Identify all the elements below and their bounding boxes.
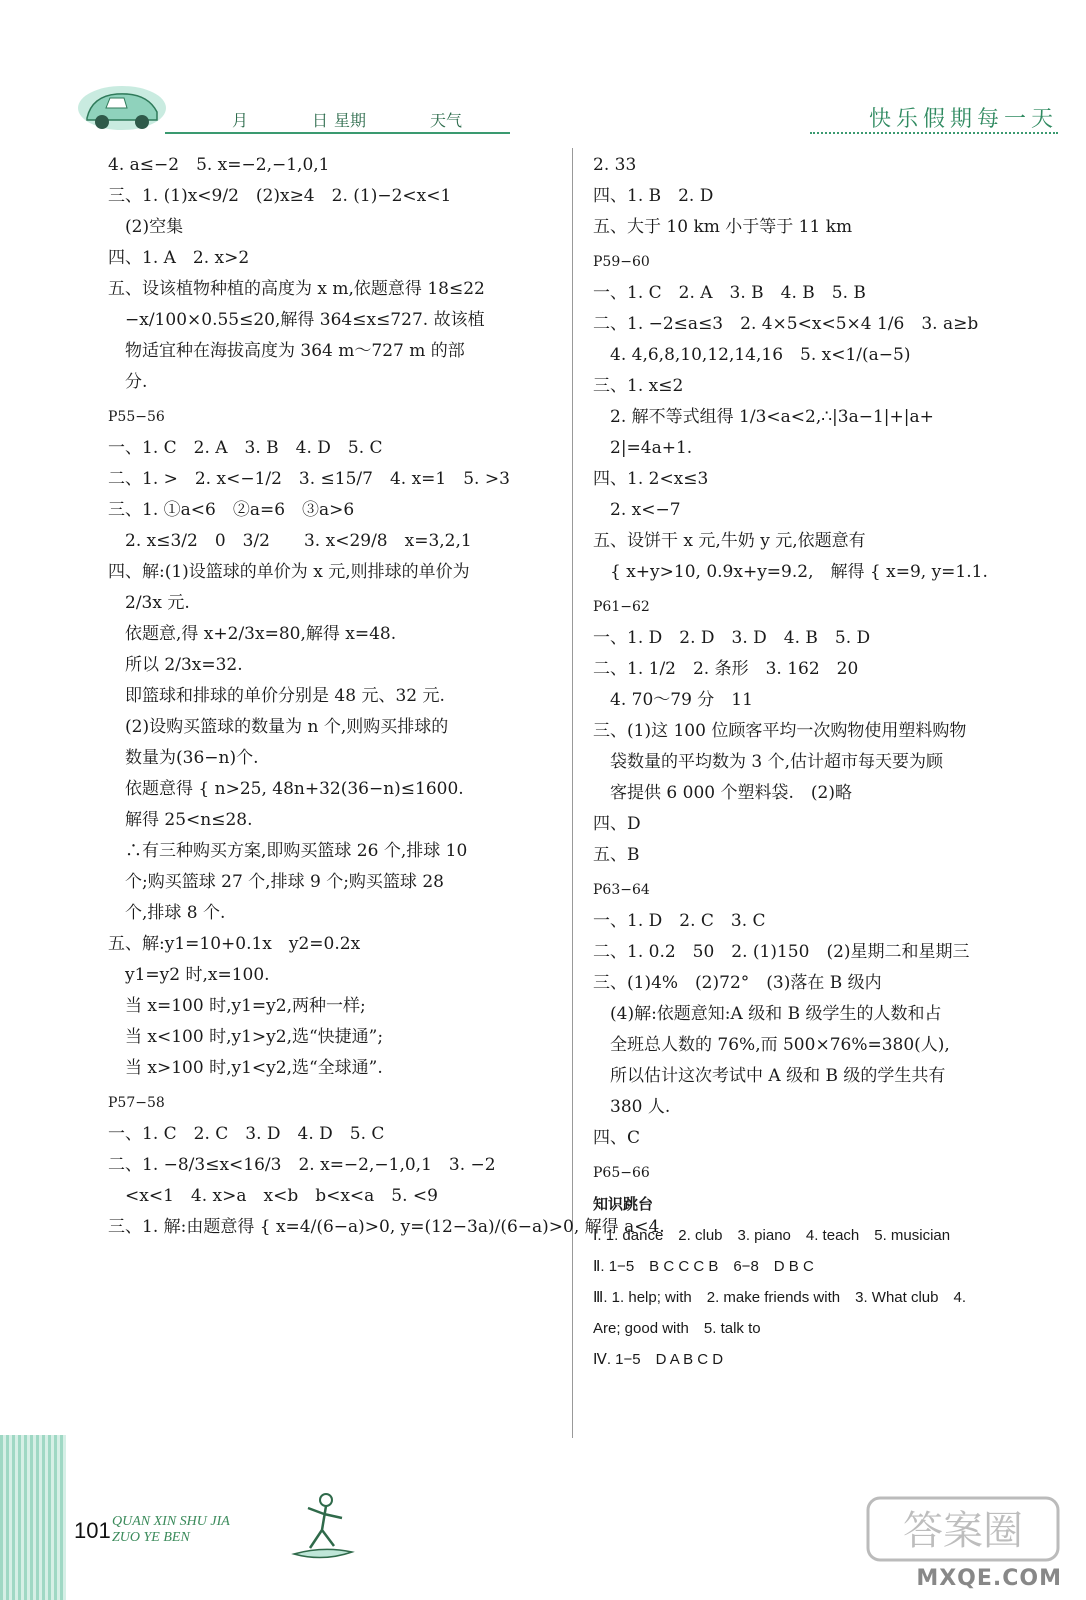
answer-line: 所以估计这次考试中 A 级和 B 级的学生共有 <box>593 1066 946 1086</box>
page-range-heading: P57−58 <box>108 1095 165 1111</box>
answer-line: 4. 4,6,8,10,12,14,16 5. x<1/(a−5) <box>593 345 911 365</box>
answer-line: 一、1. C 2. C 3. D 4. D 5. C <box>108 1124 385 1144</box>
answer-line: Ⅳ. 1−5 D A B C D <box>593 1351 724 1368</box>
answer-line: 五、设饼干 x 元,牛奶 y 元,依题意有 <box>593 531 866 551</box>
page-range-heading: P63−64 <box>593 882 650 898</box>
answer-line: 数量为(36−n)个. <box>108 748 259 768</box>
answer-line: 当 x<100 时,y1>y2,选“快捷通”; <box>108 1027 384 1047</box>
answer-line: Are; good with 5. talk to <box>593 1320 761 1337</box>
answer-line: 一、1. C 2. A 3. B 4. D 5. C <box>108 438 383 458</box>
right-column <box>593 150 1053 1375</box>
header-rule <box>165 132 510 134</box>
answer-line: (2)空集 <box>108 217 184 237</box>
answer-line: 全班总人数的 76%,而 500×76%=380(人), <box>593 1035 950 1055</box>
series-name <box>112 1514 230 1546</box>
surfer-illustration-icon <box>288 1488 358 1568</box>
answer-line: 当 x=100 时,y1=y2,两种一样; <box>108 996 366 1016</box>
answer-line: 四、D <box>593 814 641 834</box>
answer-line: 2|=4a+1. <box>593 438 693 458</box>
answer-line: 四、解:(1)设篮球的单价为 x 元,则排球的单价为 <box>108 562 470 582</box>
answer-line: Ⅰ. 1. dance 2. club 3. piano 4. teach 5. musician <box>593 1227 951 1244</box>
weather-label: 天气 <box>430 111 463 130</box>
side-decoration-strip <box>0 1435 66 1600</box>
answer-line: 三、1. 解:由题意得 { x=4/(6−a)>0, y=(12−3a)/(6−a)>0, 解得 a<4. <box>108 1217 665 1237</box>
answer-line: 4. a≤−2 5. x=−2,−1,0,1 <box>108 155 330 175</box>
section-heading: 知识跳台 <box>593 1195 654 1213</box>
answer-line: 五、大于 10 km 小于等于 11 km <box>593 217 853 237</box>
answer-line: 2. 33 <box>593 155 637 175</box>
answer-line: 二、1. 0.2 50 2. (1)150 (2)星期二和星期三 <box>593 942 970 962</box>
answer-line: 一、1. C 2. A 3. B 4. B 5. B <box>593 283 866 303</box>
header-slogan: 快乐假期每一天 <box>868 107 1058 132</box>
answer-line: 一、1. D 2. C 3. C <box>593 911 766 931</box>
answer-line: 即篮球和排球的单价分别是 48 元、32 元. <box>108 686 445 706</box>
answer-line: 四、1. B 2. D <box>593 186 714 206</box>
answer-line: Ⅲ. 1. help; with 2. make friends with 3. What club 4. <box>593 1289 966 1306</box>
page-number: 101 <box>74 1518 111 1543</box>
svg-text:答案圈: 答案圈 <box>903 1508 1023 1554</box>
answer-line: 三、1. ①a<6 ②a=6 ③a>6 <box>108 500 355 520</box>
answer-line: 分. <box>108 372 148 392</box>
answer-line: 依题意得 { n>25, 48n+32(36−n)≤1600. <box>108 779 464 799</box>
answer-line: 所以 2/3x=32. <box>108 655 243 675</box>
answer-line: 四、C <box>593 1128 641 1148</box>
answer-line: 物适宜种在海拔高度为 364 m～727 m 的部 <box>108 341 465 361</box>
page-range-heading: P65−66 <box>593 1165 650 1181</box>
answer-line: 个;购买篮球 27 个,排球 9 个;购买篮球 28 <box>108 872 444 892</box>
answer-line: 个,排球 8 个. <box>108 903 226 923</box>
month-label: 月 <box>232 111 249 130</box>
weekday-label: 星期 <box>334 111 367 130</box>
slogan-rule <box>810 132 1058 134</box>
answer-line: ∴有三种购买方案,即购买篮球 26 个,排球 10 <box>108 841 468 861</box>
answer-line: 二、1. > 2. x<−1/2 3. ≤15/7 4. x=1 5. >3 <box>108 469 510 489</box>
answer-line: (4)解:依题意知:A 级和 B 级学生的人数和占 <box>593 1004 942 1024</box>
answer-line: 五、B <box>593 845 640 865</box>
answer-line: 四、1. A 2. x>2 <box>108 248 250 268</box>
page-range-heading: P59−60 <box>593 254 650 270</box>
answer-line: 2. x<−7 <box>593 500 681 520</box>
page-range-heading: P55−56 <box>108 409 165 425</box>
answer-line: Ⅱ. 1−5 B C C C B 6−8 D B C <box>593 1258 814 1275</box>
answer-line: 一、1. D 2. D 3. D 4. B 5. D <box>593 628 871 648</box>
day-label: 日 <box>312 111 329 130</box>
answer-line: 2/3x 元. <box>108 593 190 613</box>
answer-line: 380 人. <box>593 1097 671 1117</box>
answer-line: 二、1. −2≤a≤3 2. 4×5<x<5×4 1/6 3. a≥b <box>593 314 979 334</box>
page-range-heading: P61−62 <box>593 599 650 615</box>
answer-line: y1=y2 时,x=100. <box>108 965 270 985</box>
answer-line: 三、1. x≤2 <box>593 376 684 396</box>
answer-line: 五、设该植物种植的高度为 x m,依题意得 18≤22 <box>108 279 485 299</box>
answer-line: 客提供 6 000 个塑料袋. (2)略 <box>593 783 852 803</box>
answer-line: 袋数量的平均数为 3 个,估计超市每天要为顾 <box>593 752 944 772</box>
car-cloud-decoration-icon <box>72 78 167 136</box>
watermark-site: MXQE.COM <box>916 1566 1062 1591</box>
series-name-line: QUAN XIN SHU JIA <box>112 1514 230 1529</box>
answer-line: 4. 70～79 分 11 <box>593 690 753 710</box>
answer-line: 五、解:y1=10+0.1x y2=0.2x <box>108 934 361 954</box>
answer-line: (2)设购买篮球的数量为 n 个,则购买排球的 <box>108 717 449 737</box>
answer-line: 二、1. −8/3≤x<16/3 2. x=−2,−1,0,1 3. −2 <box>108 1155 496 1175</box>
answer-line: 二、1. 1/2 2. 条形 3. 162 20 <box>593 659 859 679</box>
series-name-line: ZUO YE BEN <box>112 1530 190 1545</box>
answer-line: 四、1. 2<x≤3 <box>593 469 709 489</box>
answer-line: 2. x≤3/2 0 3/2 3. x<29/8 x=3,2,1 <box>108 531 472 551</box>
answer-line: { x+y>10, 0.9x+y=9.2, 解得 { x=9, y=1.1. <box>593 562 988 582</box>
answer-line: −x/100×0.55≤20,解得 364≤x≤727. 故该植 <box>108 310 485 330</box>
answer-line: 解得 25<n≤28. <box>108 810 253 830</box>
answer-line: 当 x>100 时,y1<y2,选“全球通”. <box>108 1058 383 1078</box>
column-divider <box>572 148 573 1438</box>
answer-line: 三、(1)这 100 位顾客平均一次购物使用塑料购物 <box>593 721 967 741</box>
answer-line: 依题意,得 x+2/3x=80,解得 x=48. <box>108 624 397 644</box>
answer-line: <x<1 4. x>a x<b b<x<a 5. <9 <box>108 1186 438 1206</box>
answer-line: 三、(1)4% (2)72° (3)落在 B 级内 <box>593 973 882 993</box>
answer-line: 2. 解不等式组得 1/3<a<2,∴|3a−1|+|a+ <box>593 407 934 427</box>
answer-line: 三、1. (1)x<9/2 (2)x≥4 2. (1)−2<x<1 <box>108 186 452 206</box>
